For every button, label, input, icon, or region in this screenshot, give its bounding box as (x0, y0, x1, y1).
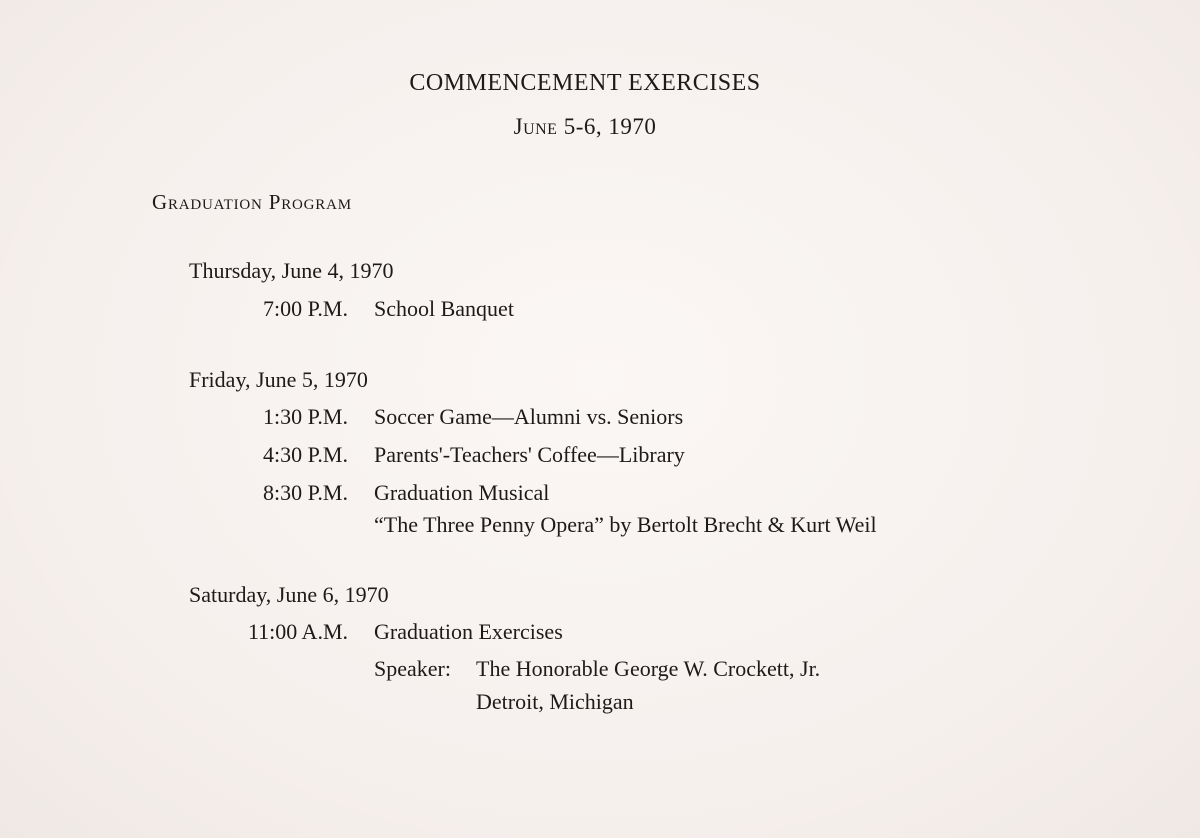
event-name: Graduation Exercises (374, 619, 563, 644)
event-time: 8:30 P.M. (263, 480, 348, 505)
event-detail: “The Three Penny Opera” by Bertolt Brecht & Kurt Weil (374, 512, 877, 537)
speaker-name: The Honorable George W. Crockett, Jr. (476, 656, 821, 681)
event-time: 7:00 P.M. (263, 296, 348, 321)
event-dates: June 5-6, 1970 (513, 114, 657, 139)
day-heading-friday: Friday, June 5, 1970 (189, 367, 368, 392)
event-time: 11:00 A.M. (247, 619, 348, 644)
day-heading-thursday: Thursday, June 4, 1970 (189, 258, 394, 283)
section-heading: Graduation Program (152, 190, 352, 214)
event-name: Soccer Game—Alumni vs. Seniors (374, 404, 684, 429)
event-time: 1:30 P.M. (263, 404, 348, 429)
day-heading-saturday: Saturday, June 6, 1970 (189, 582, 389, 607)
event-time: 4:30 P.M. (263, 442, 348, 467)
event-name: Graduation Musical (374, 480, 550, 505)
page-title: COMMENCEMENT EXERCISES (409, 70, 761, 96)
event-name: Parents'-Teachers' Coffee—Library (374, 442, 685, 467)
event-name: School Banquet (374, 296, 514, 321)
speaker-label: Speaker: (374, 656, 451, 681)
speaker-location: Detroit, Michigan (476, 689, 634, 714)
